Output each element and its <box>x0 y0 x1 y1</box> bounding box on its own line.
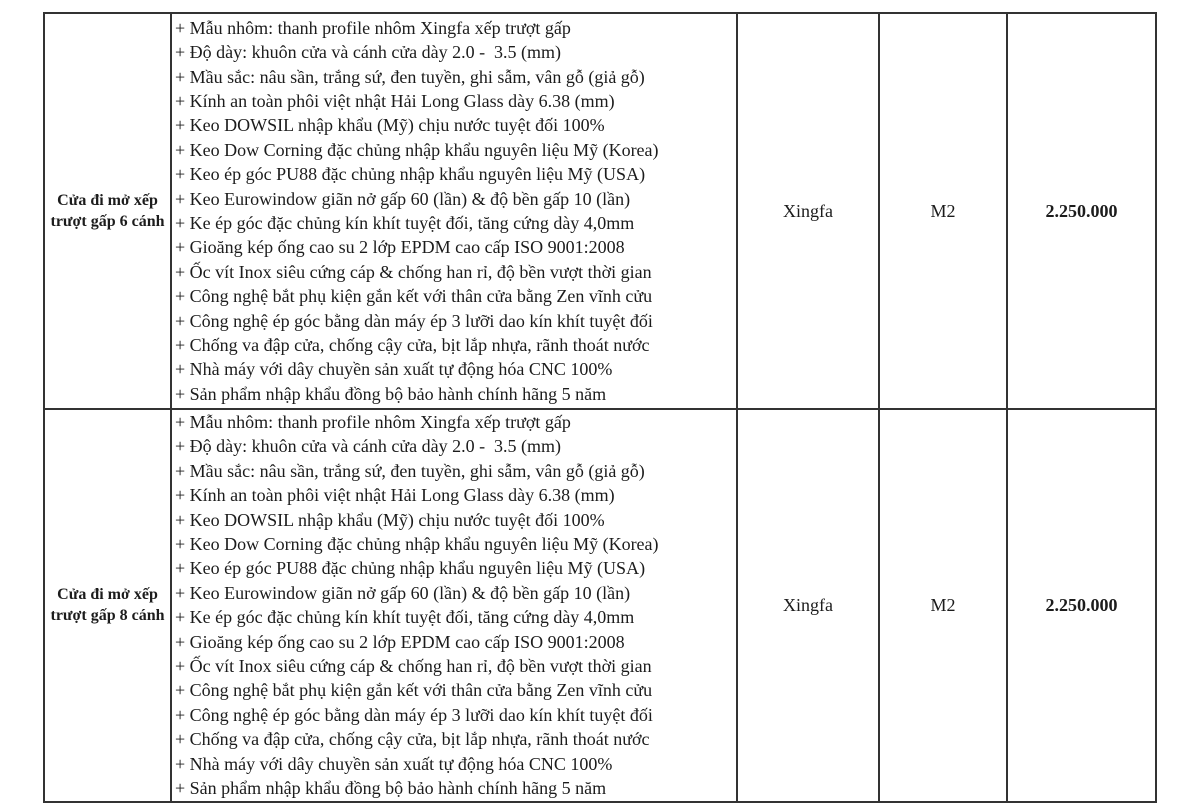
spec-line: + Ke ép góc đặc chủng kín khít tuyệt đối, tăng cứng dày 4,0mm <box>175 213 635 233</box>
spec-line: + Độ dày: khuôn cửa và cánh cửa dày 2.0 - 3.5 (mm) <box>175 42 562 63</box>
spec-line: + Sản phẩm nhập khẩu đồng bộ bảo hành chính hãng 5 năm <box>175 383 607 404</box>
spec-line: + Keo DOWSIL nhập khẩu (Mỹ) chịu nước tuyệt đối 100% <box>175 509 605 530</box>
unit-cell: M2 <box>879 409 1007 802</box>
spec-list <box>175 16 734 407</box>
spec-line: + Sản phẩm nhập khẩu đồng bộ bảo hành chính hãng 5 năm <box>175 778 607 799</box>
product-name: Cửa đi mở xếp trượt gấp 8 cánh <box>50 586 165 625</box>
spec-line: + Mẫu nhôm: thanh profile nhôm Xingfa xếp trượt gấp <box>175 17 571 38</box>
specs-cell <box>171 13 737 409</box>
spec-line: + Gioăng kép ống cao su 2 lớp EPDM cao cấp ISO 9001:2008 <box>175 237 625 258</box>
spec-line: + Công nghệ bắt phụ kiện gắn kết với thân cửa bằng Zen vĩnh cửu <box>175 680 653 701</box>
spec-line: + Mầu sắc: nâu sần, trắng sứ, đen tuyền, ghi sẫm, vân gỗ (giả gỗ) <box>175 460 645 481</box>
spec-line: + Nhà máy với dây chuyền sản xuất tự động hóa CNC 100% <box>175 359 613 380</box>
spec-line: + Keo ép góc PU88 đặc chủng nhập khẩu nguyên liệu Mỹ (USA) <box>175 164 646 185</box>
spec-line: + Độ dày: khuôn cửa và cánh cửa dày 2.0 - 3.5 (mm) <box>175 436 562 457</box>
table-row <box>44 13 1156 409</box>
spec-line: + Mẫu nhôm: thanh profile nhôm Xingfa xếp trượt gấp <box>175 412 571 432</box>
spec-line: + Keo Dow Corning đặc chủng nhập khẩu nguyên liệu Mỹ (Korea) <box>175 534 659 555</box>
specs-cell <box>171 409 737 802</box>
table-row <box>44 409 1156 802</box>
spec-line: + Công nghệ ép góc bằng dàn máy ép 3 lưỡi dao kín khít tuyệt đối <box>175 310 653 331</box>
spec-line: + Công nghệ bắt phụ kiện gắn kết với thân cửa bằng Zen vĩnh cửu <box>175 286 653 307</box>
spec-line: + Keo ép góc PU88 đặc chủng nhập khẩu nguyên liệu Mỹ (USA) <box>175 558 646 579</box>
spec-line: + Keo DOWSIL nhập khẩu (Mỹ) chịu nước tuyệt đối 100% <box>175 115 605 136</box>
spec-line: + Kính an toàn phôi việt nhật Hải Long Glass dày 6.38 (mm) <box>175 485 615 506</box>
spec-line: + Keo Eurowindow giãn nở gấp 60 (lần) & độ bền gấp 10 (lần) <box>175 582 631 603</box>
product-name-cell <box>44 13 171 409</box>
spec-line: + Keo Dow Corning đặc chủng nhập khẩu nguyên liệu Mỹ (Korea) <box>175 139 659 160</box>
price-table <box>43 12 1157 803</box>
spec-line: + Gioăng kép ống cao su 2 lớp EPDM cao cấp ISO 9001:2008 <box>175 631 625 652</box>
price-cell: 2.250.000 <box>1007 13 1156 409</box>
brand-cell: Xingfa <box>737 409 879 802</box>
spec-line: + Kính an toàn phôi việt nhật Hải Long Glass dày 6.38 (mm) <box>175 90 615 111</box>
unit-cell: M2 <box>879 13 1007 409</box>
price-cell: 2.250.000 <box>1007 409 1156 802</box>
spec-line: + Mầu sắc: nâu sần, trắng sứ, đen tuyền, ghi sẫm, vân gỗ (giả gỗ) <box>175 66 645 87</box>
spec-line: + Chống va đập cửa, chống cậy cửa, bịt lắp nhựa, rãnh thoát nước <box>175 729 650 750</box>
spec-line: + Keo Eurowindow giãn nở gấp 60 (lần) & độ bền gấp 10 (lần) <box>175 188 631 209</box>
product-name: Cửa đi mở xếp trượt gấp 6 cánh <box>50 192 165 230</box>
spec-line: + Nhà máy với dây chuyền sản xuất tự động hóa CNC 100% <box>175 753 613 774</box>
spec-line: + Ke ép góc đặc chủng kín khít tuyệt đối, tăng cứng dày 4,0mm <box>175 607 635 628</box>
spec-line: + Ốc vít Inox siêu cứng cáp & chống han rỉ, độ bền vượt thời gian <box>175 261 652 282</box>
product-name-cell <box>44 409 171 802</box>
spec-line: + Công nghệ ép góc bằng dàn máy ép 3 lưỡi dao kín khít tuyệt đối <box>175 704 653 725</box>
spec-list <box>175 410 734 801</box>
spec-line: + Ốc vít Inox siêu cứng cáp & chống han rỉ, độ bền vượt thời gian <box>175 656 652 677</box>
price-table-body <box>44 13 1156 802</box>
spec-line: + Chống va đập cửa, chống cậy cửa, bịt lắp nhựa, rãnh thoát nước <box>175 335 650 356</box>
brand-cell: Xingfa <box>737 13 879 409</box>
